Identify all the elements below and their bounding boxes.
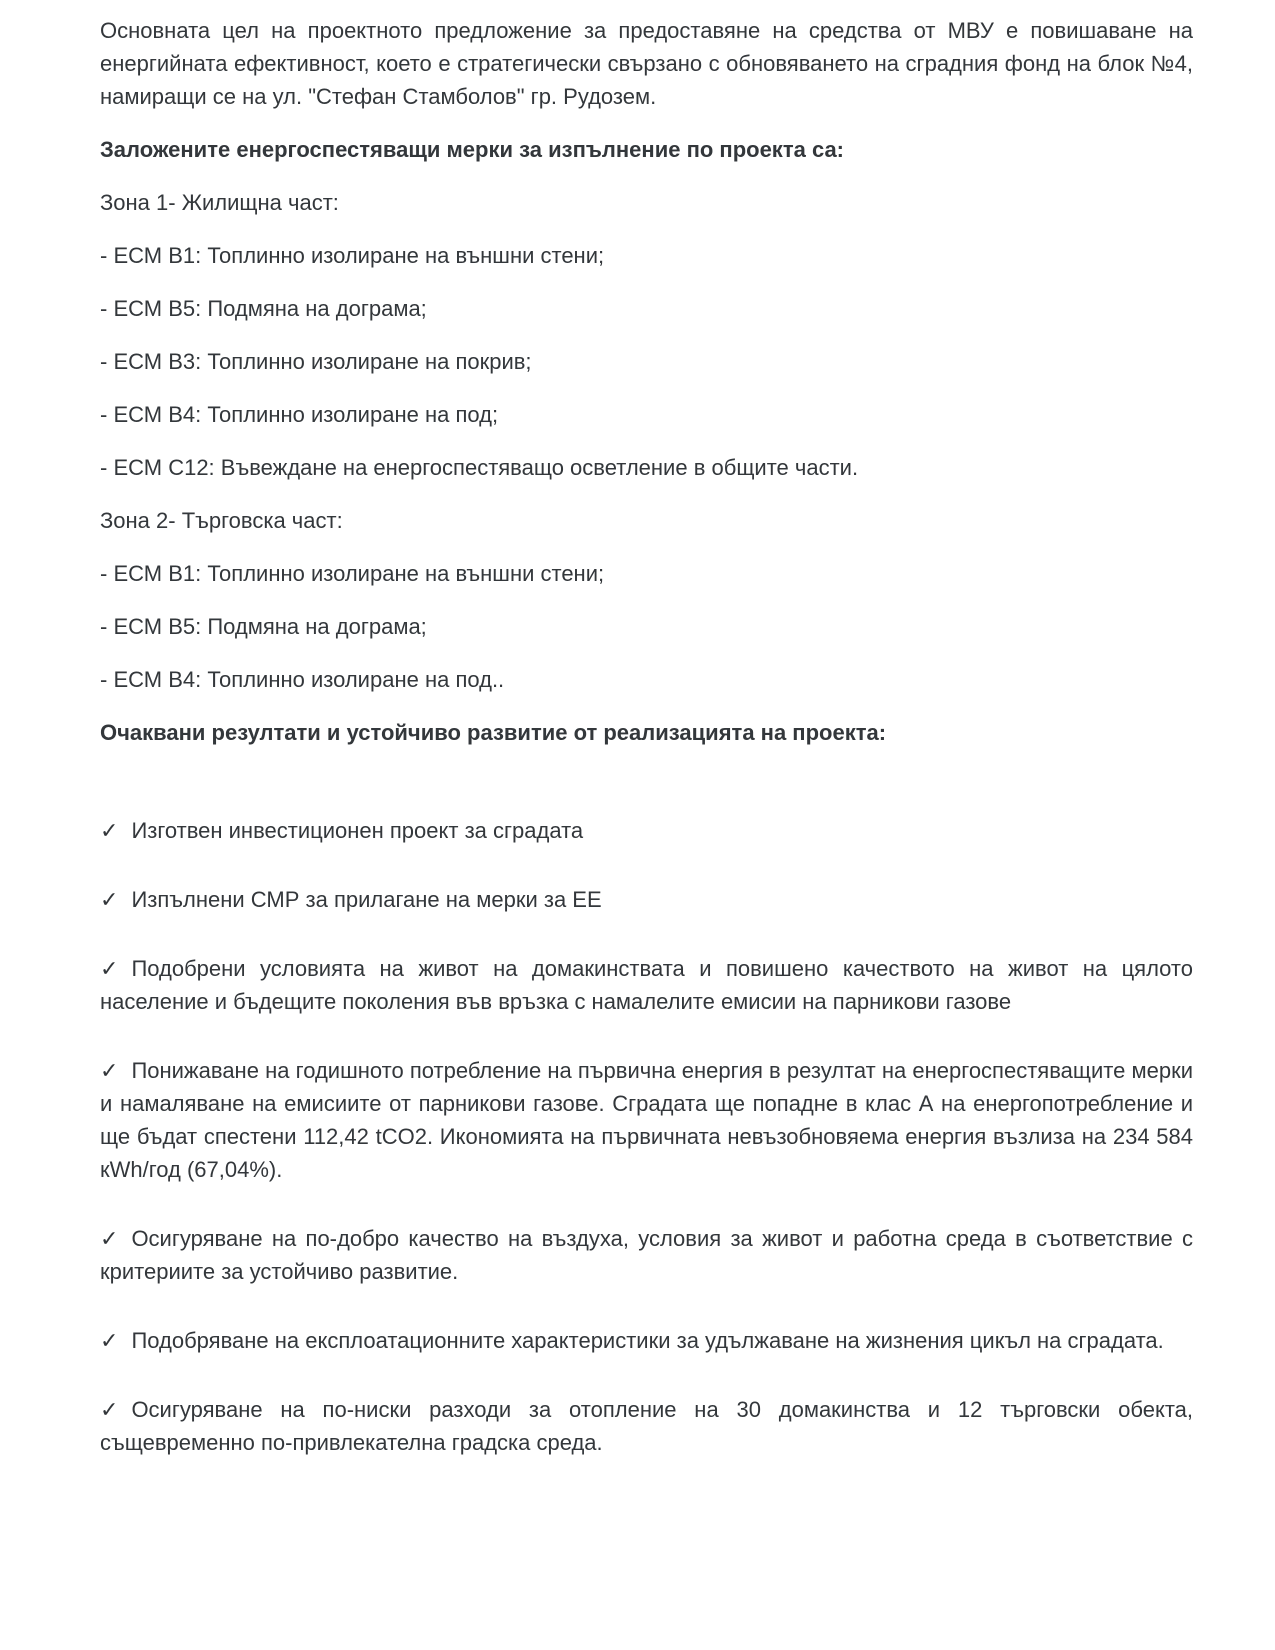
zone1-measure-item: - ЕСМ В3: Топлинно изолиране на покрив; — [100, 349, 532, 374]
result-text: Подобрени условията на живот на домакинствата и повишено качеството на живот на цялото население и бъдещите поколения във връзка с намалелите емисии на парникови газове — [100, 956, 1193, 1014]
zone1-measure-item: - ЕСМ В5: Подмяна на дограма; — [100, 296, 427, 321]
zone1-measure-item: - ЕСМ В1: Топлинно изолиране на външни стени; — [100, 243, 605, 268]
checkmark-icon: ✓ — [100, 956, 119, 981]
zone2-measure-item: - ЕСМ В4: Топлинно изолиране на под.. — [100, 667, 505, 692]
result-text: Осигуряване на по-добро качество на въздуха, условия за живот и работна среда в съответствие с критериите за устойчиво развитие. — [100, 1226, 1193, 1284]
result-item — [100, 1393, 1193, 1459]
zone1-title: Зона 1- Жилищна част: — [100, 190, 339, 215]
checkmark-icon: ✓ — [100, 1328, 119, 1353]
result-text: Изготвен инвестиционен проект за сградата — [131, 818, 584, 843]
checkmark-icon: ✓ — [100, 1397, 119, 1422]
zone2-title: Зона 2- Търговска част: — [100, 508, 343, 533]
results-heading: Очаквани резултати и устойчиво развитие от реализацията на проекта: — [100, 720, 887, 745]
intro-paragraph: Основната цел на проектното предложение за предоставяне на средства от МВУ е повишаване на енергийната ефективност, което е стратегически свързано с обновяването на сградния фонд на блок №4, намиращи се на ул. "Стефан Стамболов" гр. Рудозем. — [100, 18, 1193, 109]
result-item — [100, 1222, 1193, 1288]
measures-heading: Заложените енергоспестяващи мерки за изпълнение по проекта са: — [100, 137, 845, 162]
checkmark-icon: ✓ — [100, 818, 119, 843]
result-text: Изпълнени СМР за прилагане на мерки за ЕЕ — [131, 887, 602, 912]
checkmark-icon: ✓ — [100, 1226, 119, 1251]
result-text: Понижаване на годишното потребление на първична енергия в резултат на енергоспестяващите мерки и намаляване на емисиите от парникови газове. Сградата ще попадне в клас А на енергопотребление и ще бъдат спестени 112,42 tCO2. Икономията на първичната невъзобновяема енергия възлиза на 234 584 кWh/год (67,04%). — [100, 1058, 1193, 1182]
checkmark-icon: ✓ — [100, 1058, 119, 1083]
zone2-measure-item: - ЕСМ В5: Подмяна на дограма; — [100, 614, 427, 639]
result-item — [100, 883, 1193, 916]
zone1-measure-item: - ЕСМ В4: Топлинно изолиране на под; — [100, 402, 499, 427]
results-list — [100, 769, 1193, 1459]
result-item — [100, 952, 1193, 1018]
result-item — [100, 1324, 1193, 1357]
zone1-measure-item: - ЕСМ С12: Въвеждане на енергоспестяващо осветление в общите части. — [100, 455, 859, 480]
result-text: Осигуряване на по-ниски разходи за отопление на 30 домакинства и 12 търговски обекта, същевременно по-привлекателна градска среда. — [100, 1397, 1193, 1455]
zone2-measure-item: - ЕСМ В1: Топлинно изолиране на външни стени; — [100, 561, 605, 586]
result-item — [100, 1054, 1193, 1186]
result-text: Подобряване на експлоатационните характеристики за удължаване на жизнения цикъл на сградата. — [131, 1328, 1164, 1353]
checkmark-icon: ✓ — [100, 887, 119, 912]
result-item — [100, 814, 1193, 847]
